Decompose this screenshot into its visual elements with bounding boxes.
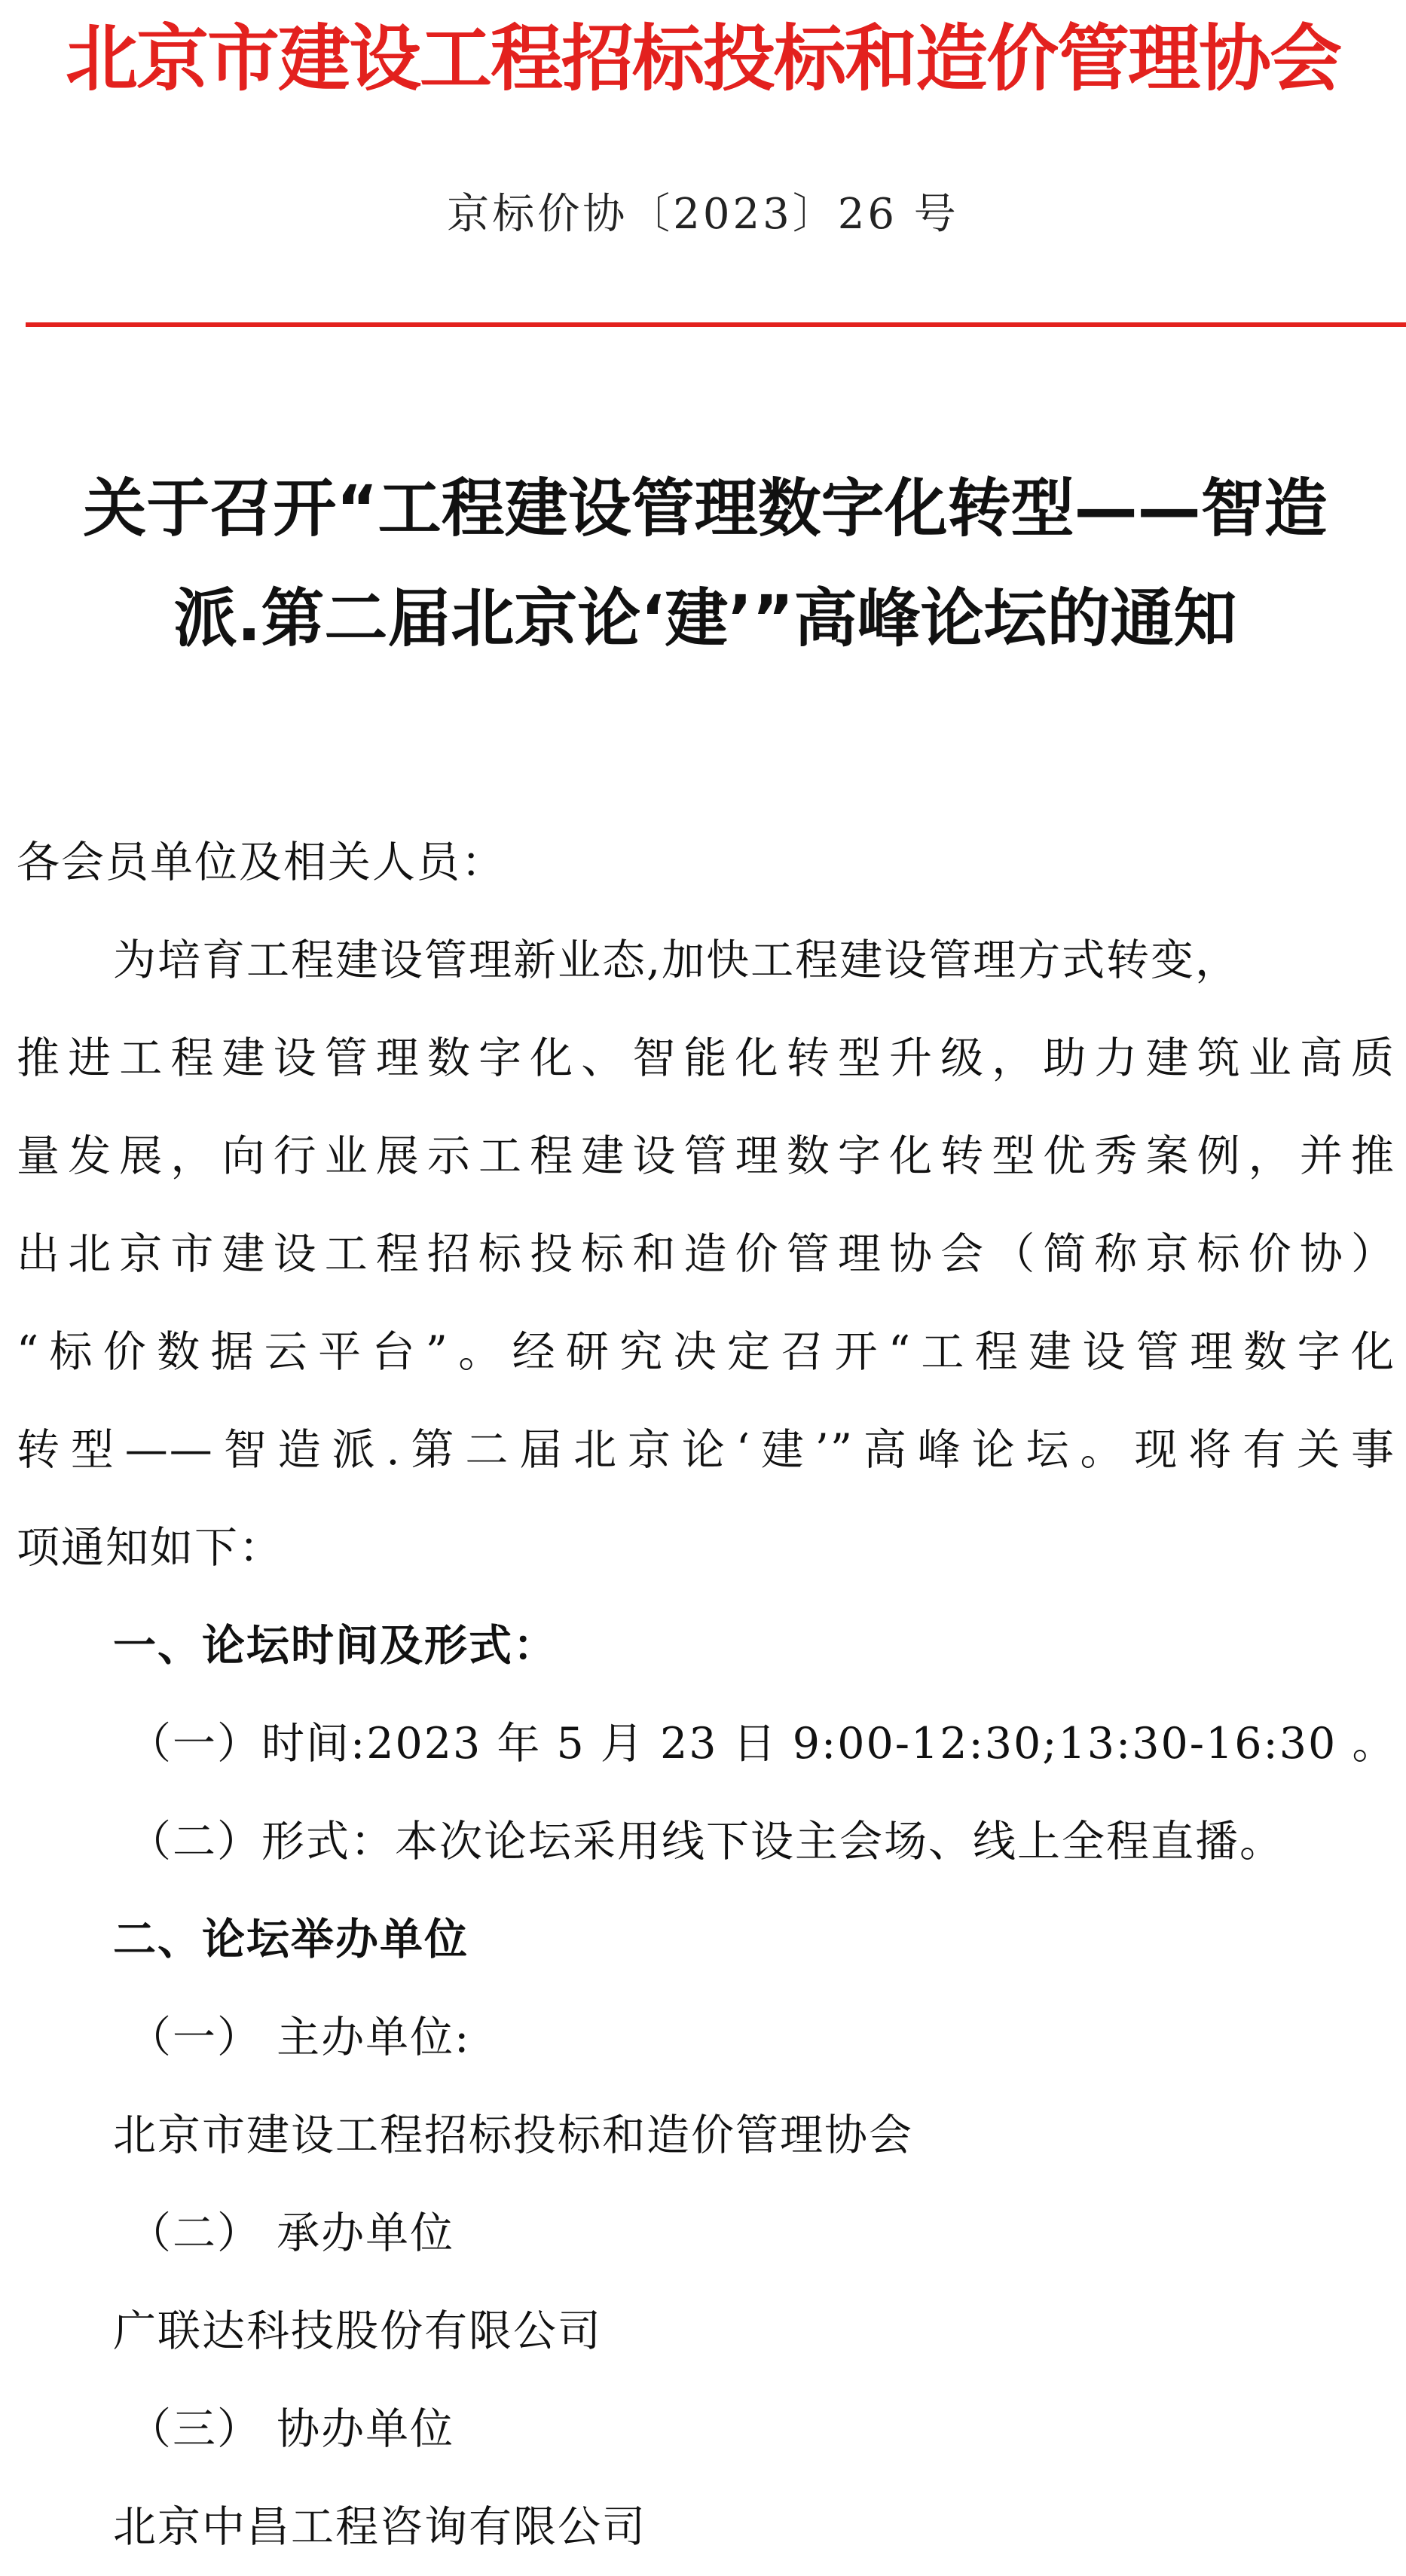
intro-paragraph-line: 出北京市建设工程招标投标和造价管理协会（简称京标价协） bbox=[17, 1229, 1395, 1279]
document-number: 京标价协〔2023〕26 号 bbox=[447, 190, 959, 239]
co-organizer-label: （三） 协办单位 bbox=[128, 2404, 455, 2454]
intro-paragraph-line: 为培育工程建设管理新业态,加快工程建设管理方式转变， bbox=[113, 935, 1240, 985]
red-divider-rule bbox=[26, 322, 1406, 327]
co-organizer-name: 北京中昌工程咨询有限公司 bbox=[113, 2502, 646, 2552]
section-1-heading: 一、论坛时间及形式： bbox=[113, 1621, 558, 1671]
organizer-label: （二） 承办单位 bbox=[128, 2208, 455, 2258]
intro-paragraph-line: 量发展，向行业展示工程建设管理数字化转型优秀案例，并推 bbox=[17, 1131, 1395, 1181]
intro-paragraph-line: “标价数据云平台”。经研究决定召开“工程建设管理数字化 bbox=[17, 1327, 1395, 1377]
intro-paragraph-line: 项通知如下： bbox=[17, 1523, 283, 1573]
intro-paragraph-line: 转型——智造派.第二届北京论‘建’”高峰论坛。现将有关事 bbox=[17, 1425, 1395, 1475]
intro-paragraph-line: 推进工程建设管理数字化、智能化转型升级，助力建筑业高质 bbox=[17, 1033, 1395, 1083]
notice-title bbox=[12, 453, 1398, 673]
notice-body bbox=[17, 813, 1395, 2576]
salutation: 各会员单位及相关人员： bbox=[17, 838, 506, 887]
host-name: 北京市建设工程招标投标和造价管理协会 bbox=[113, 2111, 913, 2160]
organizer-name: 广联达科技股份有限公司 bbox=[113, 2306, 602, 2356]
section-1-time: （一）时间:2023 年 5 月 23 日 9:00-12:30;13:30-16:30 。 bbox=[128, 1719, 1397, 1769]
section-1-form: （二）形式：本次论坛采用线下设主会场、线上全程直播。 bbox=[128, 1817, 1284, 1866]
section-2-heading: 二、论坛举办单位 bbox=[113, 1915, 469, 1964]
notice-title-line-2: 派.第二届北京论‘建’”高峰论坛的通知 bbox=[173, 581, 1237, 655]
notice-title-line-1: 关于召开“工程建设管理数字化转型——智造 bbox=[83, 472, 1328, 545]
organization-header: 北京市建设工程招标投标和造价管理协会 bbox=[66, 17, 1340, 101]
host-label: （一） 主办单位: bbox=[128, 2013, 471, 2062]
